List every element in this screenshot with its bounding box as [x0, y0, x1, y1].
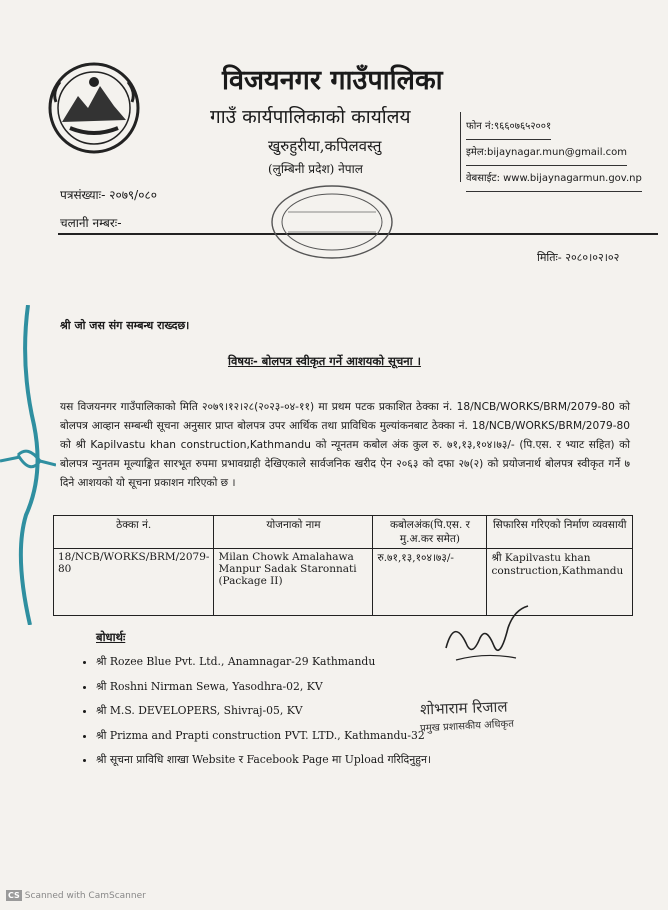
- cell-contract-no: 18/NCB/WORKS/BRM/2079-80: [54, 549, 214, 616]
- municipality-emblem-icon: [48, 62, 140, 154]
- binding-string-icon: [0, 305, 56, 625]
- header-project-name: योजनाको नाम: [214, 516, 373, 549]
- subject-line: विषयः- बोलपत्र स्वीकृत गर्ने आशयको सूचना ।: [228, 354, 421, 368]
- table-row: [54, 549, 633, 616]
- reference-number: पत्रसंख्याः- २०७९/०८०: [60, 188, 157, 202]
- cc-title: बोधार्थः: [96, 630, 126, 644]
- phone-number: फोन नं:९६६०७६५२००१: [466, 114, 551, 140]
- dispatch-number: चलानी नम्बरः-: [60, 216, 122, 230]
- contact-block: [466, 114, 642, 192]
- cc-list: [78, 650, 431, 773]
- date: मितिः- २०८०।०२।०२: [537, 251, 620, 264]
- list-item: • श्री Roshni Nirman Sewa, Yasodhra-02, KV: [96, 675, 431, 700]
- cell-contractor: श्री Kapilvastu khan construction,Kathmandu: [487, 549, 633, 616]
- cell-amount: रु.७१,१३,१०४।७३/-: [373, 549, 487, 616]
- tender-table: [53, 515, 633, 616]
- address-line-2: (लुम्बिनी प्रदेश) नेपाल: [268, 162, 363, 176]
- header-contractor: सिफारिस गरिएको निर्माण व्यवसायी: [487, 516, 633, 549]
- email-address: इमेल:bijaynagar.mun@gmail.com: [466, 140, 627, 166]
- scanner-note: Scanned with CamScanner: [24, 891, 146, 901]
- list-item: • श्री Rozee Blue Pvt. Ltd., Anamnagar-29 Kathmandu: [96, 650, 431, 675]
- contact-divider: [460, 112, 461, 182]
- notice-body: यस विजयनगर गाउँपालिकाको मिति २०७९।१२।२८(२०२३-०४-११) मा प्रथम पटक प्रकाशित ठेक्का नं. 18/NCB/WORKS/BRM/2079-80 को बोलपत्र आव्हान सम्बन्धी सूचना अनुसार प्राप्त बोलपत्र उपर आर्थिक तथा प्राविधिक मुल्यांकनबाट ठेक्का नं. 18/NCB/WORKS/BRM/2079-80 को श्री Kapilvastu khan construction,Kathmandu को न्यूनतम कबोल अंक कुल रु. ७१,१३,१०४।७३/- (पि.एस. र भ्याट सहित) को बोलपत्र न्युनतम मूल्याङ्कित सारभूत रुपमा प्रभावग्राही देखिएकाले सार्वजनिक खरीद ऐन २०६३ को दफा २७(२) को प्रयोजनार्थ बोलपत्र स्वीकृत गर्ने ७ दिने आशयको यो सूचना प्रकाशन गरिएको छ ।: [60, 401, 630, 489]
- cell-project-name: Milan Chowk Amalahawa Manpur Sadak Staronnati (Package II): [214, 549, 373, 616]
- salutation: श्री जो जस संग सम्बन्ध राख्दछ।: [60, 319, 190, 332]
- list-item: • श्री Prizma and Prapti construction PVT. LTD., Kathmandu-32: [96, 724, 431, 749]
- header-contract-no: ठेक्का नं.: [54, 516, 214, 549]
- office-name: गाउँ कार्यपालिकाको कार्यालय: [210, 106, 411, 128]
- scanner-watermark: [6, 890, 146, 901]
- list-item: • श्री सूचना प्राविधि शाखा Website र Facebook Page मा Upload गरिदिनुहुन।: [96, 748, 431, 773]
- address-line-1: खुरुहुरीया,कपिलवस्तु: [268, 137, 382, 155]
- table-header-row: [54, 516, 633, 549]
- office-stamp-icon: [268, 182, 396, 262]
- list-item: • श्री M.S. DEVELOPERS, Shivraj-05, KV: [96, 699, 431, 724]
- signature-icon: [436, 598, 536, 673]
- camscanner-logo-icon: CS: [8, 891, 20, 900]
- header-amount: कबोलअंक(पि.एस. र मु.अ.कर समेत): [373, 516, 487, 549]
- signatory-title: प्रमुख प्रशासकीय अधिकृत: [419, 718, 515, 735]
- website-url: वेबसाईट: www.bijaynagarmun.gov.np: [466, 166, 642, 192]
- signatory-name: शोभाराम रिजाल: [419, 697, 508, 719]
- org-name: विजयनगर गाउँपालिका: [222, 65, 443, 96]
